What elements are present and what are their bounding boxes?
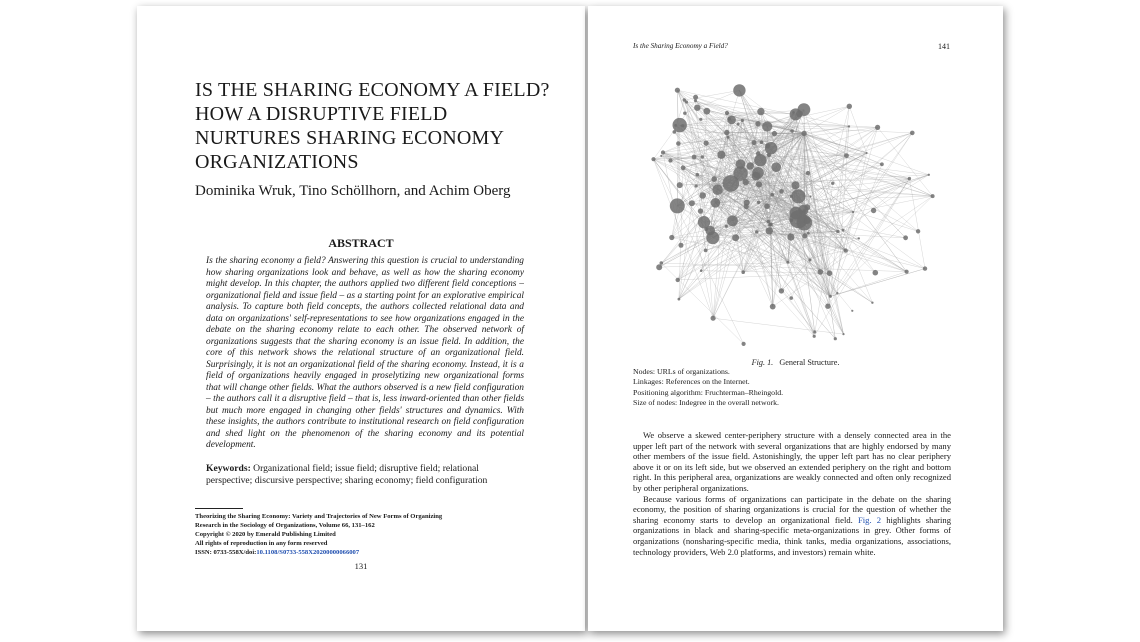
network-node	[681, 165, 686, 170]
paragraph-text: highlights sharing organizations in black and sharing-specific meta-organizations in grey. Other forms of organizations (nonsharing-specific media, think tanks, media organizations, associations, technology providers, Web 2.0 platforms, and investors) remain white.	[633, 514, 952, 557]
network-node	[723, 175, 740, 192]
network-node	[916, 229, 920, 233]
network-node	[683, 112, 686, 115]
network-node	[677, 182, 683, 188]
network-node	[711, 316, 716, 321]
network-node	[698, 208, 703, 213]
figure-caption	[588, 358, 1003, 367]
network-node	[789, 296, 793, 300]
network-node	[779, 288, 784, 293]
network-node	[700, 269, 703, 272]
footnote-line: Copyright © 2020 by Emerald Publishing Limited	[195, 531, 336, 538]
network-node	[880, 162, 884, 166]
issn-text: ISSN: 0733-558X/doi:	[195, 549, 257, 556]
network-node	[831, 182, 834, 185]
figure-caption-text: General Structure.	[779, 358, 840, 367]
network-node	[656, 264, 662, 270]
network-node	[769, 223, 773, 227]
network-edge	[661, 263, 743, 344]
page-number-right: 141	[938, 42, 950, 51]
network-node	[847, 104, 852, 109]
network-edge	[706, 113, 727, 143]
network-node	[678, 298, 681, 301]
network-node	[770, 304, 776, 310]
network-edge	[781, 260, 810, 291]
network-node	[689, 200, 695, 206]
network-node	[871, 208, 876, 213]
network-node	[796, 111, 803, 118]
network-node	[791, 189, 805, 203]
network-node	[858, 237, 860, 239]
network-node	[725, 111, 729, 115]
network-node	[842, 333, 844, 335]
network-edge	[804, 133, 906, 237]
keywords-text: Organizational field; issue field; disruptive field; relational perspective; discursive perspective; sharing economy; field configuration	[206, 463, 488, 486]
running-title: Is the Sharing Economy a Field?	[633, 42, 728, 50]
network-edge	[804, 127, 877, 211]
network-node	[737, 123, 740, 126]
figure-label: Fig. 1.	[751, 358, 774, 367]
network-node	[752, 140, 757, 145]
network-node	[808, 259, 811, 262]
network-node	[727, 136, 730, 139]
network-node	[786, 261, 789, 264]
network-node	[681, 124, 684, 127]
network-node	[910, 131, 915, 136]
network-node	[852, 211, 854, 213]
figure-notes	[633, 367, 783, 409]
network-node	[693, 95, 698, 100]
network-node	[908, 177, 911, 180]
network-node	[692, 155, 697, 160]
network-node	[727, 215, 738, 226]
footnote-line: Research in the Sociology of Organizations, Volume 66, 131–162	[195, 522, 375, 529]
network-node	[742, 342, 746, 346]
authors: Dominika Wruk, Tino Schöllhorn, and Achim Oberg	[195, 183, 511, 199]
network-node	[764, 203, 770, 209]
network-node	[661, 150, 665, 154]
network-edge	[909, 179, 925, 269]
network-node	[790, 219, 794, 223]
network-node	[660, 261, 664, 265]
network-node	[755, 121, 760, 126]
network-edge	[843, 133, 912, 230]
network-node	[903, 235, 908, 240]
network-node	[756, 151, 760, 155]
network-node	[767, 220, 771, 224]
network-edge	[701, 271, 829, 274]
network-node	[660, 155, 662, 157]
figure-note: Positioning algorithm: Fruchterman–Rheingold.	[633, 387, 784, 397]
network-node	[757, 201, 760, 204]
network-node	[790, 129, 794, 133]
network-node	[673, 130, 677, 134]
network-node	[804, 217, 811, 224]
network-node	[779, 189, 784, 194]
network-node	[762, 121, 772, 131]
fig-2-link[interactable]: Fig. 2	[857, 514, 882, 525]
network-node	[676, 278, 680, 282]
network-node	[787, 234, 794, 241]
network-node	[651, 157, 655, 161]
network-node	[683, 98, 686, 101]
network-node	[669, 235, 674, 240]
network-node	[756, 181, 762, 187]
network-node	[711, 198, 721, 208]
network-node	[873, 270, 879, 276]
network-node	[694, 105, 700, 111]
network-node	[842, 229, 845, 232]
network-edge	[671, 142, 762, 160]
network-node	[670, 198, 685, 213]
network-node	[711, 176, 717, 182]
network-node	[766, 227, 773, 234]
network-node	[725, 225, 728, 228]
network-edge	[701, 110, 804, 120]
network-node	[813, 330, 816, 333]
keywords-label: Keywords:	[206, 463, 251, 474]
network-node	[801, 131, 806, 136]
network-edge	[846, 153, 867, 251]
doi-link[interactable]: 10.1108/S0733-558X20200000066007	[256, 549, 360, 556]
abstract-heading: ABSTRACT	[328, 236, 394, 250]
network-node	[905, 270, 909, 274]
network-node	[928, 174, 930, 176]
network-node	[696, 173, 700, 177]
network-node	[744, 204, 749, 209]
network-node	[810, 195, 812, 197]
network-node	[733, 84, 745, 96]
network-edge	[804, 106, 849, 133]
network-node	[752, 172, 761, 181]
network-node	[668, 158, 672, 162]
network-edge	[685, 90, 740, 113]
network-edge	[805, 153, 867, 236]
network-node	[701, 155, 704, 158]
left-page	[137, 6, 585, 631]
network-node	[675, 88, 680, 93]
network-node	[807, 232, 810, 235]
footnote	[195, 512, 525, 557]
figure-note: Size of nodes: Indegree in the overall network.	[633, 398, 779, 408]
network-node	[674, 124, 677, 127]
network-node	[760, 140, 764, 144]
network-node	[736, 159, 746, 169]
network-node	[923, 266, 927, 270]
network-node	[703, 108, 710, 115]
network-node	[765, 142, 777, 154]
network-edge	[678, 273, 830, 280]
network-node	[813, 335, 816, 338]
network-node	[755, 230, 758, 233]
network-node	[694, 184, 697, 187]
right-page	[588, 6, 1003, 631]
network-edge	[684, 90, 739, 100]
network-figure	[636, 70, 948, 355]
network-node	[698, 216, 710, 228]
network-node	[747, 162, 754, 169]
network-node	[790, 195, 793, 198]
network-node	[712, 184, 723, 195]
chapter-title: IS THE SHARING ECONOMY A FIELD? HOW A DISRUPTIVE FIELD NURTURES SHARING ECONOMY ORGANIZATIONS	[195, 79, 550, 173]
body-text	[633, 430, 951, 557]
network-node	[704, 227, 708, 231]
network-node	[757, 108, 764, 115]
network-node	[704, 249, 708, 253]
network-node	[851, 310, 853, 312]
network-node	[931, 194, 935, 198]
network-node	[790, 207, 803, 220]
network-edge	[713, 318, 843, 334]
network-node	[834, 337, 837, 340]
paragraph-text: Because various forms of organizations can participate in the debate on the sharing economy, the position of sharing organizations is crucial for the question of whether the sharing economy starts to develop an organizational field.	[633, 493, 951, 525]
keywords	[206, 463, 526, 487]
network-edge	[661, 226, 726, 263]
network-node	[825, 304, 830, 309]
network-node	[676, 141, 681, 146]
network-node	[699, 192, 706, 199]
network-node	[806, 171, 810, 175]
network-node	[754, 154, 766, 166]
network-node	[866, 152, 868, 154]
network-node	[699, 118, 702, 121]
network-node	[741, 119, 744, 122]
footnote-line: All rights of reproduction in any form reserved	[195, 540, 328, 547]
network-node	[836, 292, 838, 294]
figure-note: Linkages: References on the Internet.	[633, 377, 750, 387]
footnote-line: Theorizing the Sharing Economy: Variety and Trajectories of New Forms of Organizing	[195, 513, 443, 520]
network-node	[741, 270, 745, 274]
network-node	[827, 270, 833, 276]
network-node	[772, 131, 777, 136]
network-node	[770, 193, 774, 197]
figure-note: Nodes: URLs of organizations.	[633, 367, 730, 376]
page-number-left: 131	[354, 561, 368, 571]
network-node	[717, 151, 725, 159]
network-node	[829, 295, 832, 298]
paragraph	[633, 494, 951, 558]
network-node	[844, 153, 849, 158]
network-node	[875, 125, 880, 130]
network-node	[704, 141, 709, 146]
network-node	[679, 243, 684, 248]
network-node	[836, 230, 839, 233]
network-node	[724, 130, 729, 135]
network-node	[791, 181, 799, 189]
footnote-rule	[195, 508, 243, 509]
network-edge	[799, 219, 926, 268]
network-node	[871, 302, 873, 304]
paragraph: We observe a skewed center-periphery structure with a densely connected area in the upper left part of the network with several organizations that are highly endorsed by many other members of the issue field. Astonishingly, the upper left part has no clear periphery above it or on its left side, but we observed an extended periphery on the right and bottom right. In this peripheral area, organizations are weakly connected and often only recognized by other peripheral organizations.	[633, 430, 951, 493]
network-node	[802, 233, 807, 238]
network-node	[848, 125, 850, 127]
network-node	[706, 231, 719, 244]
network-edge	[849, 106, 866, 153]
network-node	[771, 162, 781, 172]
network-node	[727, 116, 736, 125]
network-node	[844, 248, 848, 252]
network-node	[818, 269, 824, 275]
network-node	[732, 234, 739, 241]
footnote-issn	[195, 548, 525, 557]
abstract-text: Is the sharing economy a field? Answering this question is crucial to understanding how sharing organizations look and behave, as well as how the sharing economy might develop. In this chapter, the authors applied two different field conceptions – organizational field and issue field – as a starting point for an explorative empirical analysis. To capture both field concepts, the authors collected relational data and data on organizations' self-representations to see how organizations engaged in the debate on the sharing economy relate to each other. The observed network of organizations suggests that the sharing economy is an issue field. In addition, the core of this network shows the relational structure of an organizational field. Surprisingly, it is not an organizational field of the sharing economy. Instead, it is a field of organizations heavily engaged in proselytizing new organizational forms that will change other fields. What the authors observed is a new field configuration – the authors call it a disruptive field – that is, less inward-oriented than other fields but much more engaged in changing other fields' structures and dynamics. With these insights, the authors contribute to institutional research on field configuration and shed light on the phenomenon of the sharing economy and its potential development.	[206, 256, 524, 450]
